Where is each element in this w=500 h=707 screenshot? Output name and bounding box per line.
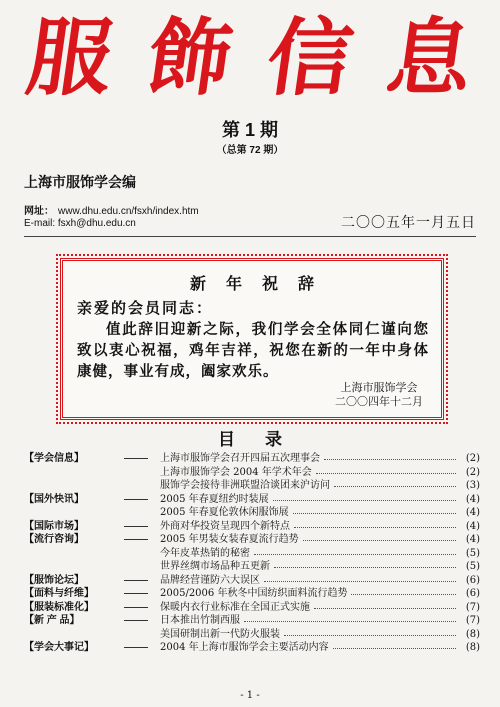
toc-page-number: (2) xyxy=(465,453,480,464)
publication-date: 二〇〇五年一月五日 xyxy=(341,215,476,231)
toc-page-number: (4) xyxy=(465,493,480,505)
toc-category: 【新 产 品】 xyxy=(24,615,80,626)
toc-category: 【国际市场】 xyxy=(24,520,84,532)
masthead-title xyxy=(21,8,479,107)
greeting-signature-date: 二〇〇四年十二月 xyxy=(335,395,423,408)
toc-row[interactable] xyxy=(24,520,480,534)
toc-dot-leader xyxy=(351,594,456,595)
toc-row[interactable] xyxy=(24,560,480,574)
toc-category: 【服饰论坛】 xyxy=(24,574,84,586)
masthead-char: 服 xyxy=(21,8,120,107)
toc-row[interactable] xyxy=(24,466,480,480)
toc-dot-leader xyxy=(273,500,456,501)
toc-row[interactable] xyxy=(24,614,480,628)
toc-row[interactable] xyxy=(24,574,480,588)
toc-entry-title[interactable]: 品牌经营谨防六大误区 xyxy=(160,574,260,586)
toc-dot-leader xyxy=(254,554,456,555)
toc-dot-leader xyxy=(303,540,456,541)
toc-entry-title[interactable]: 服饰学会接待非洲联盟洽谈团来沪访问 xyxy=(160,480,330,491)
toc-entry-title[interactable]: 2005/2006 年秋冬中国纺织面料流行趋势 xyxy=(160,588,348,599)
toc-row[interactable] xyxy=(24,641,480,655)
toc-category: 【面料与纤维】 xyxy=(24,588,94,599)
issue-number: 第 1 期 xyxy=(221,120,278,140)
toc-page-number: (4) xyxy=(465,520,480,532)
toc-page-number: (2) xyxy=(465,466,480,478)
toc-row[interactable] xyxy=(24,506,480,520)
toc-entry-title[interactable]: 上海市服饰学会召开四届五次理事会 xyxy=(160,453,320,464)
toc-entry-title[interactable]: 世界丝绸市场品种五更新 xyxy=(160,561,270,572)
editor-line: 上海市服饰学会编 xyxy=(24,174,136,190)
greeting-body: 值此辞旧迎新之际，我们学会全体同仁谨向您致以衷心祝福，鸡年吉祥，祝您在新的一年中身体康健，事业有成，阖家欢乐。 xyxy=(77,321,429,380)
header-divider xyxy=(24,236,476,237)
toc-entry-title[interactable]: 外商对华投资呈现四个新特点 xyxy=(160,520,290,532)
toc-category-leader xyxy=(124,580,148,581)
toc-row[interactable] xyxy=(24,493,480,507)
toc-row[interactable] xyxy=(24,533,480,547)
toc-category-leader xyxy=(124,499,148,500)
greeting-signature xyxy=(335,381,423,409)
toc-page-number: (4) xyxy=(465,534,480,545)
toc-page-number: (8) xyxy=(465,642,480,653)
toc-page-number: (8) xyxy=(465,628,480,640)
toc-dot-leader xyxy=(274,567,456,568)
toc-page-number: (5) xyxy=(465,547,480,559)
toc-entry-title[interactable]: 2004 年上海市服饰学会主要活动内容 xyxy=(160,642,329,653)
toc-dot-leader xyxy=(264,581,456,582)
toc-dot-leader xyxy=(284,635,456,636)
toc-category: 【学会大事记】 xyxy=(24,642,94,653)
toc-entry-title[interactable]: 今年皮革热销的秘密 xyxy=(160,547,250,559)
page-number: - 1 - xyxy=(240,690,260,701)
toc-category: 【国外快讯】 xyxy=(24,493,84,505)
toc-category: 【服装标准化】 xyxy=(24,601,94,613)
website-link[interactable]: www.dhu.edu.cn/fsxh/index.htm xyxy=(58,206,199,217)
toc-category-leader xyxy=(124,647,148,648)
toc-category-leader xyxy=(124,539,148,540)
issue-total-number: （总第 72 期） xyxy=(216,145,284,156)
toc-dot-leader xyxy=(334,486,456,487)
toc-dot-leader xyxy=(244,621,456,622)
toc-category-leader xyxy=(124,593,148,594)
masthead-char: 信 xyxy=(261,8,360,107)
toc-entry-title[interactable]: 日本推出竹制西服 xyxy=(160,615,240,626)
toc-dot-leader xyxy=(294,527,456,528)
masthead-char: 息 xyxy=(381,8,479,107)
toc-entry-title[interactable]: 2005 年春夏纽约时装展 xyxy=(160,493,269,505)
masthead-char: 飾 xyxy=(141,8,240,107)
toc-page-number: (3) xyxy=(465,480,480,491)
new-year-greeting-box xyxy=(60,258,444,420)
toc-row[interactable] xyxy=(24,452,480,466)
greeting-signature-org: 上海市服饰学会 xyxy=(340,381,418,394)
toc-heading: 目 录 xyxy=(218,430,294,450)
toc-page-number: (7) xyxy=(465,601,480,613)
toc-page-number: (5) xyxy=(465,561,480,572)
website-line xyxy=(24,202,199,217)
toc-category-leader xyxy=(124,458,148,459)
toc-dot-leader xyxy=(324,459,456,460)
toc-category-leader xyxy=(124,607,148,608)
toc-entry-title[interactable]: 美国研制出新一代防火服装 xyxy=(160,628,280,640)
toc-dot-leader xyxy=(293,513,456,514)
toc-row[interactable] xyxy=(24,587,480,601)
toc-page-number: (6) xyxy=(465,588,480,599)
toc-row[interactable] xyxy=(24,547,480,561)
toc-category: 【流行咨询】 xyxy=(24,534,84,545)
toc-row[interactable] xyxy=(24,628,480,642)
website-label: 网址： xyxy=(24,206,54,217)
table-of-contents xyxy=(24,452,480,655)
toc-page-number: (6) xyxy=(465,574,480,586)
toc-entry-title[interactable]: 保暖内衣行业标准在全国正式实施 xyxy=(160,601,310,613)
greeting-salutation: 亲爱的会员同志： xyxy=(77,299,214,317)
greeting-title: 新年祝辞 xyxy=(189,274,334,293)
email-line[interactable]: E-mail: fsxh@dhu.edu.cn xyxy=(24,218,136,229)
toc-dot-leader xyxy=(314,608,456,609)
toc-dot-leader xyxy=(333,648,456,649)
toc-category-leader xyxy=(124,526,148,527)
toc-row[interactable] xyxy=(24,601,480,615)
toc-row[interactable] xyxy=(24,479,480,493)
toc-category-leader xyxy=(124,620,148,621)
toc-entry-title[interactable]: 2005 年春夏伦敦休闲服饰展 xyxy=(160,507,289,518)
toc-entry-title[interactable]: 上海市服饰学会 2004 年学术年会 xyxy=(160,466,312,478)
toc-entry-title[interactable]: 2005 年男装女装春夏流行趋势 xyxy=(160,534,299,545)
toc-category: 【学会信息】 xyxy=(24,453,84,464)
toc-page-number: (7) xyxy=(465,615,480,626)
toc-dot-leader xyxy=(316,473,456,474)
toc-page-number: (4) xyxy=(465,507,480,518)
